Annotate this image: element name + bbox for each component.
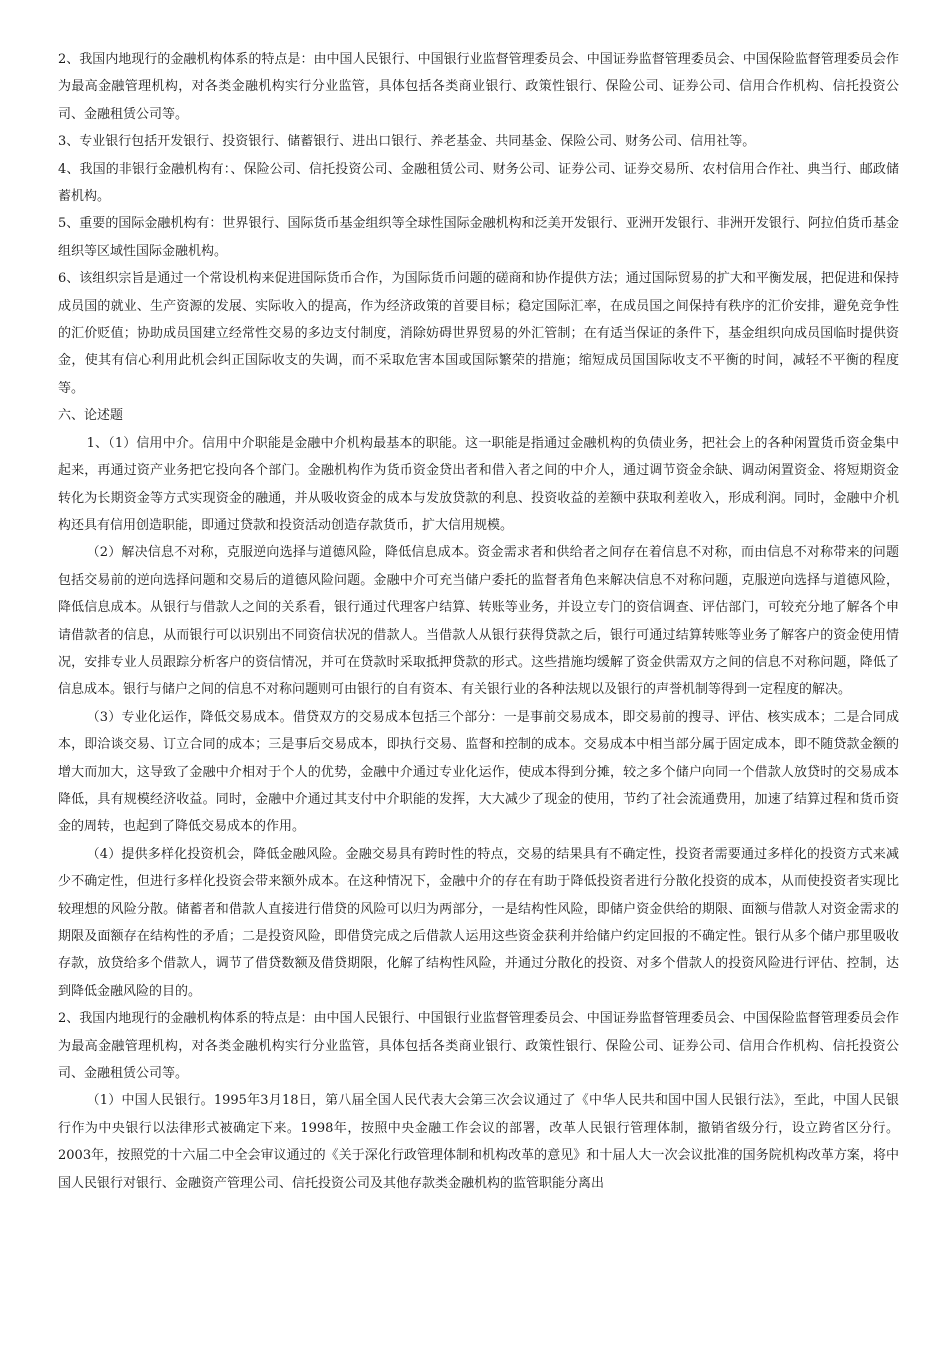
paragraph-peoples-bank: （1）中国人民银行。1995年3月18日，第八届全国人民代表大会第三次会议通过了《中华人民共和国中国人民银行法》，至此，中国人民银行作为中央银行以法律形式被确定下来。1998年，按照中央金融工作会议的部署，改革人民银行管理体制，撤销省级分行，设立跨省区分行。2003年，按照党的十六届二中全会审议通过的《关于深化行政管理体制和机构改革的意见》和十届人大一次会议批准的国务院机构改革方案，将中国人民银行对银行、金融资产管理公司、信托投资公司及其他存款类金融机构的监管职能分离出 [58, 1093, 899, 1191]
paragraph-4-non-bank: 4、我国的非银行金融机构有：、保险公司、信托投资公司、金融租赁公司、财务公司、证券公司、证券交易所、农村信用合作社、典当行、邮政储蓄机构。 [58, 161, 899, 205]
paragraph-3-specialized-banks: 3、专业银行包括开发银行、投资银行、储蓄银行、进出口银行、养老基金、共同基金、保险公司、财务公司、信用社等。 [58, 134, 756, 150]
paragraph-5-international: 5、重要的国际金融机构有：世界银行、国际货币基金组织等全球性国际金融机构和泛美开发银行、亚洲开发银行、非洲开发银行、阿拉伯货币基金组织等区域性国际金融机构。 [58, 216, 899, 259]
paragraph-credit-intermediary: 1、（1）信用中介。信用中介职能是金融中介机构最基本的职能。这一职能是指通过金融机构的负债业务，把社会上的各种闲置货币资金集中起来，再通过资产业务把它投向各个部门。金融机构作为货币资金贷出者和借入者之间的中介人，通过调节资金余缺、调动闲置资金、将短期资金转化为长期资金等方式实现资金的融通，并从吸收资金的成本与发放贷款的利息、投资收益的差额中获取利差收入，形成利润。同时，金融中介机构还具有信用创造职能，即通过贷款和投资活动创造存款货币，扩大信用规模。 [58, 435, 899, 533]
document-body [58, 46, 899, 1197]
paragraph-diversified-investment: （4）提供多样化投资机会，降低金融风险。金融交易具有跨时性的特点，交易的结果具有不确定性，投资者需要通过多样化的投资方式来减少不确定性，但进行多样化投资会带来额外成本。在这种情况下，金融中介的存在有助于降低投资者进行分散化投资的成本，从而使投资者实现比较理想的风险分散。储蓄者和借款人直接进行借贷的风险可以归为两部分，一是结构性风险，即储户资金供给的期限、面额与借款人对资金需求的期限及面额存在结构性的矛盾；二是投资风险，即借贷完成之后借款人运用这些资金获利并给储户约定回报的不确定性。银行从多个储户那里吸收存款，放贷给多个借款人，调节了借贷数额及借贷期限，化解了结构性风险，并通过分散化的投资、对多个借款人的投资风险进行评估、控制，达到降低金融风险的目的。 [58, 846, 899, 999]
paragraph-2-features: 2、我国内地现行的金融机构体系的特点是：由中国人民银行、中国银行业监督管理委员会、中国证券监督管理委员会、中国保险监督管理委员会作为最高金融管理机构，对各类金融机构实行分业监管，具体包括各类商业银行、政策性银行、保险公司、证券公司、信用合作机构、信托投资公司、金融租赁公司等。 [58, 52, 899, 122]
paragraph-2-features-repeat: 2、我国内地现行的金融机构体系的特点是：由中国人民银行、中国银行业监督管理委员会、中国证券监督管理委员会、中国保险监督管理委员会作为最高金融管理机构，对各类金融机构实行分业监管，具体包括各类商业银行、政策性银行、保险公司、证券公司、信用合作机构、信托投资公司、金融租赁公司等。 [58, 1011, 899, 1082]
paragraph-6-imf-purpose: 6、该组织宗旨是通过一个常设机构来促进国际货币合作，为国际货币问题的磋商和协作提供方法；通过国际贸易的扩大和平衡发展，把促进和保持成员国的就业、生产资源的发展、实际收入的提高，作为经济政策的首要目标；稳定国际汇率，在成员国之间保持有秩序的汇价安排，避免竞争性的汇价贬值；协助成员国建立经常性交易的多边支付制度，消除妨碍世界贸易的外汇管制；在有适当保证的条件下，基金组织向成员国临时提供资金，使其有信心利用此机会纠正国际收支的失调，而不采取危害本国或国际繁荣的措施；缩短成员国国际收支不平衡的时间，减轻不平衡的程度等。 [58, 271, 899, 396]
paragraph-information-asymmetry: （2）解决信息不对称，克服逆向选择与道德风险，降低信息成本。资金需求者和供给者之间存在着信息不对称，而由信息不对称带来的问题包括交易前的逆向选择问题和交易后的道德风险问题。金融中介可充当储户委托的监督者角色来解决信息不对称问题，克服逆向选择与道德风险，降低信息成本。从银行与借款人之间的关系看，银行通过代理客户结算、转账等业务，并设立专门的资信调查、评估部门，可较充分地了解各个申请借款者的信息，从而银行可以识别出不同资信状况的借款人。当借款人从银行获得贷款之后，银行可通过结算转账等业务了解客户的资金使用情况，安排专业人员跟踪分析客户的资信情况，并可在贷款时采取抵押贷款的形式。这些措施均缓解了资金供需双方之间的信息不对称问题，降低了信息成本。银行与储户之间的信息不对称问题则可由银行的自有资本、有关银行业的各种法规以及银行的声誉机制等得到一定程度的解决。 [58, 545, 899, 698]
section-heading-essay: 六、论述题 [58, 408, 124, 424]
paragraph-transaction-cost: （3）专业化运作，降低交易成本。借贷双方的交易成本包括三个部分：一是事前交易成本，即交易前的搜寻、评估、核实成本；二是合同成本，即洽谈交易、订立合同的成本；三是事后交易成本，即执行交易、监督和控制的成本。交易成本中相当部分属于固定成本，即不随贷款金额的增大而加大，这导致了金融中介相对于个人的优势，金融中介通过专业化运作，使成本得到分摊，较之多个储户向同一个借款人放贷时的交易成本降低，具有规模经济收益。同时，金融中介通过其支付中介职能的发挥，大大减少了现金的使用，节约了社会流通费用，加速了结算过程和货币资金的周转，也起到了降低交易成本的作用。 [58, 709, 899, 835]
